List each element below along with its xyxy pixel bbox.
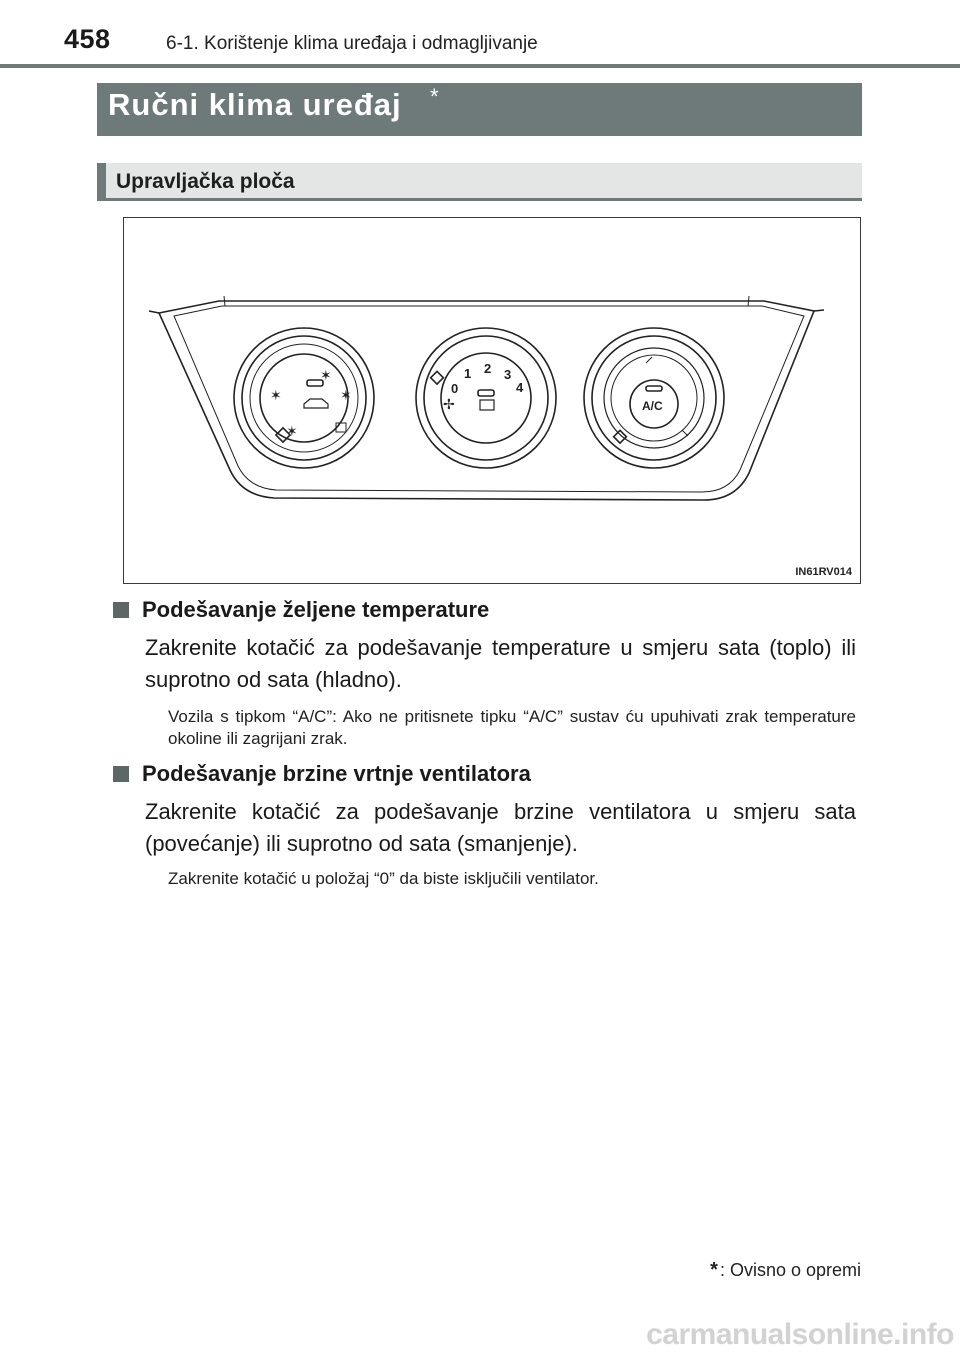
fan-icon: ✢: [443, 396, 455, 412]
page-number: 458: [64, 24, 111, 54]
ac-label: A/C: [642, 399, 663, 413]
fan-speed-1: 1: [464, 366, 472, 381]
feet-vent-icon: ✶: [320, 367, 332, 383]
watermark: carmanualsonline.info: [646, 1318, 954, 1351]
section-heading-temperature: Podešavanje željene temperature: [113, 597, 489, 623]
fan-speed-2: 2: [484, 361, 492, 376]
control-panel-illustration: [124, 218, 862, 585]
fan-speed-0: 0: [451, 381, 459, 396]
section-note-fan-speed: Zakrenite kotačić u položaj “0” da biste isključili ventilator.: [168, 869, 599, 888]
face-vent-icon: ✶: [270, 387, 282, 403]
figure-id: IN61RV014: [795, 566, 852, 578]
footnote-text: : Ovisno o opremi: [719, 1260, 861, 1280]
bilevel-vent-icon: ✶: [340, 387, 352, 403]
defrost-feet-icon: ✶: [286, 423, 298, 439]
section-breadcrumb: 6-1. Korištenje klima uređaja i odmagljivanje: [166, 33, 538, 54]
section-heading-fan-speed: Podešavanje brzine vrtnje ventilatora: [113, 761, 531, 787]
title-asterisk: *: [430, 84, 439, 109]
subheader-accent-bar: [97, 163, 106, 201]
square-bullet-icon: [113, 766, 129, 782]
section-body-fan-speed: Zakrenite kotačić za podešavanje brzine ventilatora u smjeru sata (povećanje) ili suprotno od sata (smanjenje).: [145, 799, 856, 856]
page-title: Ručni klima uređaj: [108, 87, 402, 122]
subheader-title: Upravljačka ploča: [116, 170, 295, 193]
section-body-temperature: Zakrenite kotačić za podešavanje temperature u smjeru sata (toplo) ili suprotno od sata (hladno).: [145, 635, 856, 692]
fan-speed-4: 4: [516, 380, 524, 395]
footnote-asterisk: *: [710, 1259, 718, 1281]
header-divider: [0, 64, 960, 68]
square-bullet-icon: [113, 602, 129, 618]
section-note-temperature: Vozila s tipkom “A/C”: Ako ne pritisnete tipku “A/C” sustav ću upuhivati zrak temperature okoline ili zagrijani zrak.: [168, 707, 856, 748]
control-panel-figure: [123, 217, 861, 584]
fan-speed-3: 3: [504, 367, 512, 382]
footnote: [710, 1259, 861, 1282]
